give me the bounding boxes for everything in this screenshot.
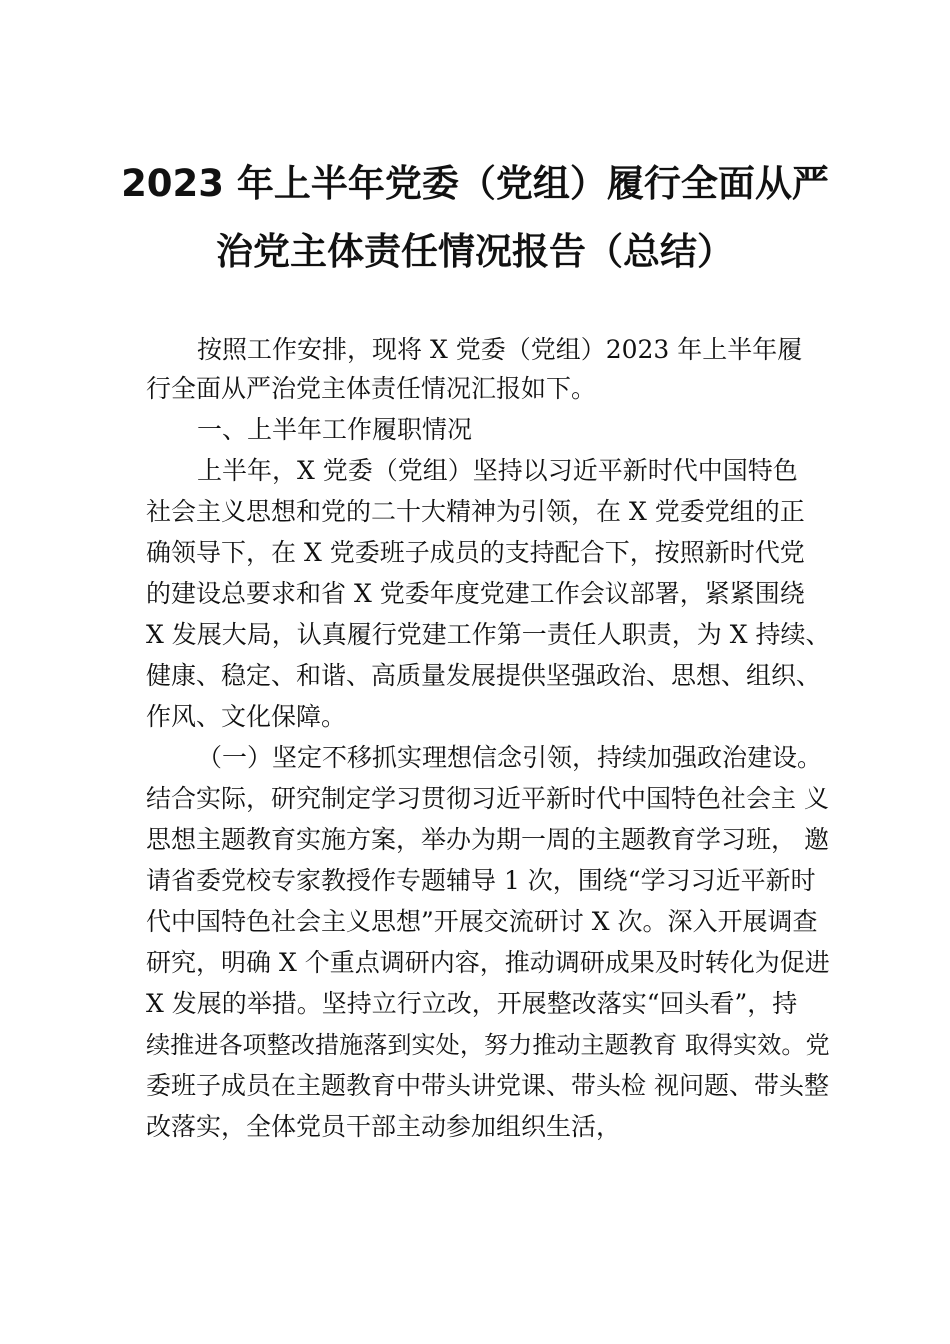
subsection-heading: （一）坚定不移抓实理想信念引领，持续加强政治建设。 <box>197 743 823 772</box>
paragraph-line: 上半年，X 党委（党组）坚持以习近平新时代中国特色 <box>197 456 798 485</box>
document-title-line-1: 2023 年上半年党委（党组）履行全面从严 <box>121 162 829 205</box>
paragraph-line: 按照工作安排，现将 X 党委（党组）2023 年上半年履 <box>197 335 803 364</box>
paragraph-line: 作风、文化保障。 <box>146 702 347 731</box>
section-heading: 一、上半年工作履职情况 <box>197 415 473 444</box>
paragraph-line: 思想主题教育实施方案，举办为期一周的主题教育学习班， 邀 <box>146 825 829 854</box>
paragraph-line: 确领导下，在 X 党委班子成员的支持配合下，按照新时代党 <box>146 538 805 567</box>
paragraph-line: 健康、稳定、和谐、高质量发展提供坚强政治、思想、组织、 <box>146 661 822 690</box>
paragraph-line: 行全面从严治党主体责任情况汇报如下。 <box>146 374 597 403</box>
paragraph-line: 研究，明确 X 个重点调研内容，推动调研成果及时转化为促进 <box>146 948 830 977</box>
paragraph-line: 改落实，全体党员干部主动参加组织生活， <box>146 1112 622 1141</box>
paragraph-line: X 发展的举措。坚持立行立改，开展整改落实“回头看”，持 <box>146 989 798 1018</box>
paragraph-line: 社会主义思想和党的二十大精神为引领，在 X 党委党组的正 <box>146 497 805 526</box>
paragraph-line: X 发展大局，认真履行党建工作第一责任人职责，为 X 持续、 <box>146 620 831 649</box>
document-title-line-2: 治党主体责任情况报告（总结） <box>216 230 734 273</box>
paragraph-line: 的建设总要求和省 X 党委年度党建工作会议部署，紧紧围绕 <box>146 579 805 608</box>
paragraph-line: 请省委党校专家教授作专题辅导 1 次，围绕“学习习近平新时 <box>146 866 816 895</box>
paragraph-line: 代中国特色社会主义思想”开展交流研讨 X 次。深入开展调查 <box>146 907 818 936</box>
paragraph-line: 续推进各项整改措施落到实处，努力推动主题教育 取得实效。党 <box>146 1031 830 1059</box>
paragraph-line: 结合实际，研究制定学习贯彻习近平新时代中国特色社会主 义 <box>146 784 829 813</box>
paragraph-line: 委班子成员在主题教育中带头讲党课、带头检 视问题、带头整 <box>146 1071 829 1100</box>
